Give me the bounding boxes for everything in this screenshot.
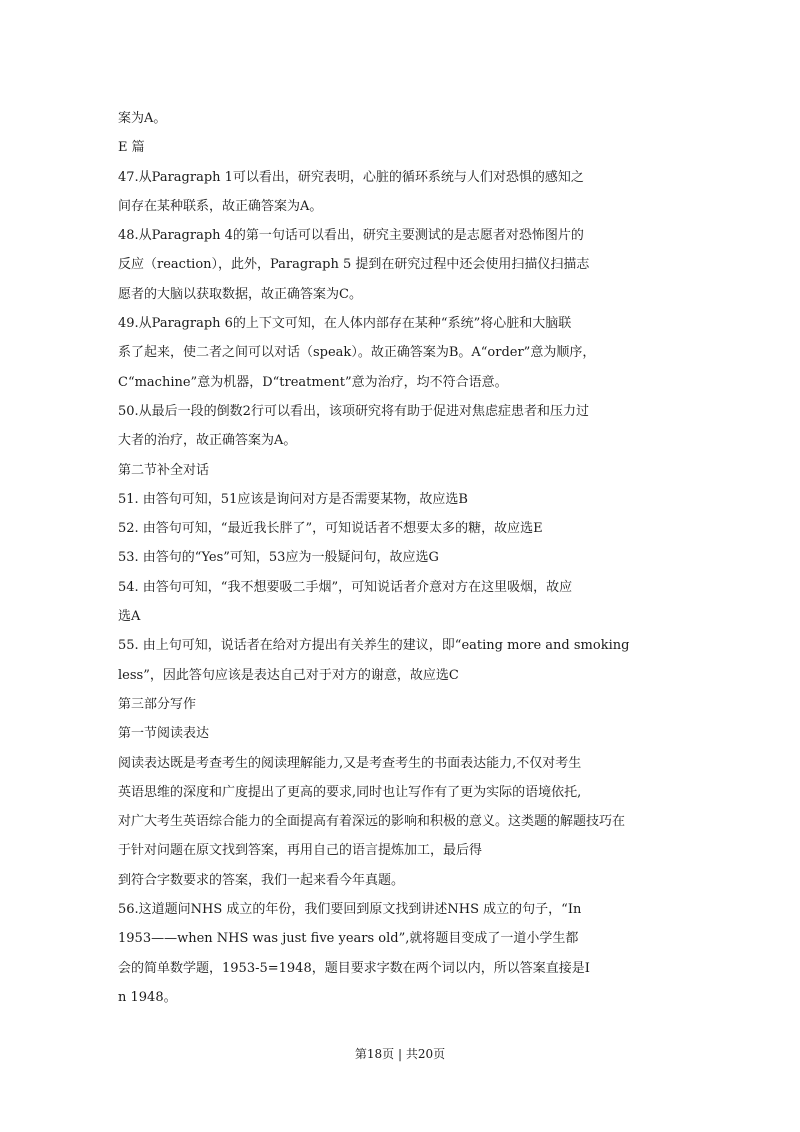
text-line: 反应（reaction），此外，Paragraph 5 提到在研究过程中还会使用扫描仪扫描志 — [118, 257, 590, 273]
text-line: 大者的治疗，故正确答案为A。 — [118, 433, 297, 449]
text-line: 52. 由答句可知，“最近我长胖了”，可知说话者不想要太多的糖，故应选E — [118, 521, 543, 537]
text-line: 55. 由上句可知，说话者在给对方提出有关养生的建议，即“eating more and smoking — [118, 638, 630, 654]
text-line: E 篇 — [118, 140, 145, 156]
text-line: 对广大考生英语综合能力的全面提高有着深远的影响和积极的意义。这类题的解题技巧在 — [118, 814, 626, 830]
text-line: 53. 由答句的“Yes”可知，53应为一般疑问句，故应选G — [118, 550, 439, 566]
text-line: C“machine”意为机器，D“treatment”意为治疗，均不符合语意。 — [118, 374, 508, 390]
text-line: 阅读表达既是考查考生的阅读理解能力,又是考查考生的书面表达能力,不仅对考生 — [118, 755, 582, 771]
text-line: 第一节阅读表达 — [118, 726, 210, 742]
text-line: 选A — [118, 609, 141, 625]
text-line: 1953——when NHS was just five years old”,就将题目变成了一道小学生都 — [118, 931, 579, 947]
text-line: 系了起来，使二者之间可以对话（speak）。故正确答案为B。A“order”意为顺序， — [118, 345, 596, 361]
text-line: 54. 由答句可知，“我不想要吸二手烟”，可知说话者介意对方在这里吸烟，故应 — [118, 579, 573, 595]
text-line: 间存在某种联系，故正确答案为A。 — [118, 198, 323, 214]
text-line: 到符合字数要求的答案，我们一起来看今年真题。 — [118, 872, 405, 888]
text-line: 第三部分写作 — [118, 696, 197, 712]
text-line: n 1948。 — [118, 989, 177, 1005]
text-line: 于针对问题在原文找到答案，再用自己的语言提炼加工，最后得 — [118, 843, 483, 859]
text-line: 51. 由答句可知，51应该是询问对方是否需要某物，故应选B — [118, 491, 468, 507]
text-line: 英语思维的深度和广度提出了更高的要求,同时也让写作有了更为实际的语境依托, — [118, 784, 582, 800]
text-line: 案为A。 — [118, 111, 167, 126]
text-line: 第二节补全对话 — [118, 462, 210, 478]
text-line: 56.这道题问NHS 成立的年份，我们要回到原文找到讲述NHS 成立的句子，“In — [118, 902, 582, 918]
page-footer: 第18页 | 共20页 — [354, 1047, 446, 1061]
text-line: 49.从Paragraph 6的上下文可知，在人体内部存在某种“系统”将心脏和大脑联 — [118, 316, 572, 332]
text-line: 50.从最后一段的倒数2行可以看出，该项研究将有助于促进对焦虑症患者和压力过 — [118, 403, 589, 419]
text-line: 48.从Paragraph 4的第一句话可以看出，研究主要测试的是志愿者对恐怖图片的 — [118, 228, 584, 244]
text-line: less”，因此答句应该是表达自己对于对方的谢意，故应选C — [118, 667, 459, 683]
text-line: 47.从Paragraph 1可以看出，研究表明，心脏的循环系统与人们对恐惧的感知之 — [118, 169, 584, 185]
text-line: 愿者的大脑以获取数据，故正确答案为C。 — [118, 286, 362, 302]
answer-explanation-body — [118, 104, 698, 1012]
text-line: 会的简单数学题，1953-5=1948，题目要求字数在两个词以内，所以答案直接是I — [118, 960, 590, 976]
